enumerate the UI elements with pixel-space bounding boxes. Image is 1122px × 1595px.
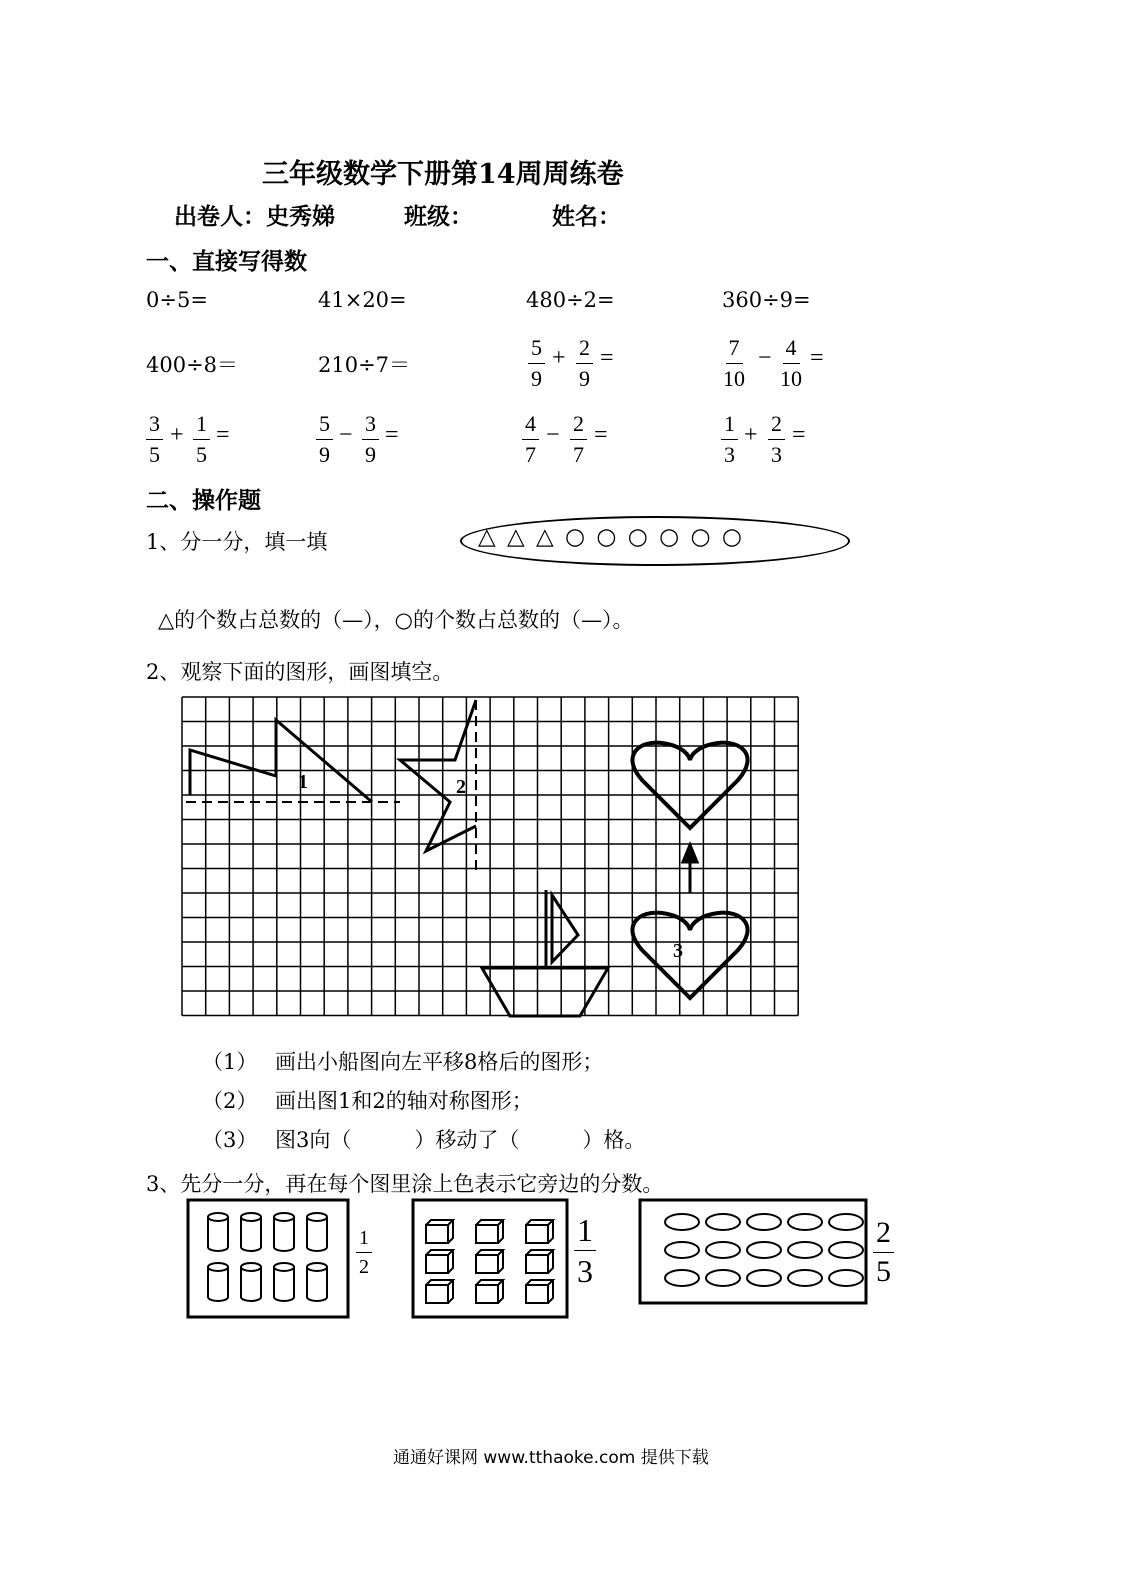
equals-sign: = xyxy=(216,422,230,448)
cylinder-icon xyxy=(208,1217,228,1251)
numerator: 5 xyxy=(528,337,545,364)
q2-label: 2、观察下面的图形，画图填空。 xyxy=(146,660,454,684)
name-label: 姓名： xyxy=(552,203,621,230)
denominator: 9 xyxy=(531,366,542,391)
oval-icon xyxy=(665,1270,699,1286)
shapes-row: △ △ △ ○ ○ ○ ○ ○ ○ xyxy=(478,524,744,550)
calc-item: 400÷8＝ xyxy=(146,353,239,377)
figure-label-2: 2 xyxy=(456,776,466,798)
oval-icon xyxy=(788,1242,822,1258)
cube-icon xyxy=(526,1250,553,1273)
fraction-third xyxy=(574,1214,596,1287)
oval-icon xyxy=(747,1270,781,1286)
oval-icon xyxy=(706,1242,740,1258)
cylinder-icon xyxy=(307,1217,327,1251)
cylinder-icon xyxy=(274,1217,294,1251)
section1-heading: 一、直接写得数 xyxy=(146,248,307,275)
denominator: 3 xyxy=(771,442,782,467)
operator: − xyxy=(339,422,353,448)
denominator: 5 xyxy=(196,442,207,467)
fraction-half xyxy=(356,1228,372,1277)
numerator: 1 xyxy=(193,413,210,440)
oval-icon xyxy=(788,1214,822,1230)
equals-sign: = xyxy=(594,422,608,448)
denominator: 5 xyxy=(149,442,160,467)
figure-label-1: 1 xyxy=(298,771,308,793)
cylinder-icon xyxy=(307,1267,327,1301)
numerator: 3 xyxy=(362,413,379,440)
page-title: 三年级数学下册第14周周练卷 xyxy=(262,159,624,190)
numerator: 7 xyxy=(726,337,743,364)
denominator: 10 xyxy=(723,366,745,391)
q2-item-no: （1） xyxy=(202,1050,258,1074)
oval-icon xyxy=(829,1214,863,1230)
calc-item: 0÷5= xyxy=(146,288,208,312)
cube-box xyxy=(413,1200,567,1317)
equals-sign: = xyxy=(600,345,614,371)
cylinder-top xyxy=(274,1263,294,1271)
cube-icon xyxy=(476,1220,503,1243)
cube-icon xyxy=(426,1250,453,1273)
fraction-two-fifths xyxy=(873,1218,894,1287)
operator: + xyxy=(552,345,566,371)
cylinder-top xyxy=(208,1213,228,1221)
operator: − xyxy=(758,345,772,371)
denominator: 9 xyxy=(319,442,330,467)
q2-item-no: （3） xyxy=(202,1128,258,1152)
numerator: 4 xyxy=(783,337,800,364)
numerator: 1 xyxy=(721,413,738,440)
section2-heading: 二、操作题 xyxy=(146,487,261,514)
cylinder-icon xyxy=(208,1267,228,1301)
numerator: 4 xyxy=(522,413,539,440)
numerator: 1 xyxy=(356,1228,372,1253)
denominator: 3 xyxy=(577,1253,593,1289)
operator: − xyxy=(546,422,560,448)
oval-icon xyxy=(788,1270,822,1286)
denominator: 7 xyxy=(525,442,536,467)
oval-icon xyxy=(829,1242,863,1258)
q1-sentence: △的个数占总数的（—），○的个数占总数的（—）。 xyxy=(158,608,634,632)
cylinder-top xyxy=(274,1213,294,1221)
cube-icon xyxy=(526,1220,553,1243)
cylinder-top xyxy=(307,1263,327,1271)
oval-icon xyxy=(706,1214,740,1230)
calc-item: 360÷9= xyxy=(722,288,811,312)
cube-icon xyxy=(426,1220,453,1243)
oval-icon xyxy=(747,1242,781,1258)
denominator: 9 xyxy=(365,442,376,467)
q3-label: 3、先分一分，再在每个图里涂上色表示它旁边的分数。 xyxy=(146,1172,664,1196)
numerator: 3 xyxy=(146,413,163,440)
numerator: 2 xyxy=(873,1218,894,1253)
denominator: 3 xyxy=(724,442,735,467)
oval-icons xyxy=(665,1214,863,1286)
q1-label: 1、分一分，填一填 xyxy=(146,530,328,554)
numerator: 2 xyxy=(570,413,587,440)
equals-sign: = xyxy=(792,422,806,448)
cube-icon xyxy=(476,1280,503,1303)
class-label: 班级： xyxy=(404,203,473,230)
oval-icon xyxy=(665,1214,699,1230)
cylinder-icon xyxy=(241,1217,261,1251)
oval-icon xyxy=(747,1214,781,1230)
operator: + xyxy=(744,422,758,448)
denominator: 9 xyxy=(579,366,590,391)
denominator: 2 xyxy=(359,1256,369,1278)
numerator: 2 xyxy=(576,337,593,364)
cube-icon xyxy=(526,1280,553,1303)
cube-icon xyxy=(426,1280,453,1303)
figure-label-3: 3 xyxy=(673,940,683,962)
author-label: 出卷人：史秀娣 xyxy=(174,203,335,230)
denominator: 7 xyxy=(573,442,584,467)
numerator: 1 xyxy=(574,1214,596,1251)
cylinder-icon xyxy=(274,1267,294,1301)
cube-icon xyxy=(476,1250,503,1273)
cylinder-top xyxy=(307,1213,327,1221)
cylinder-top xyxy=(241,1213,261,1221)
cylinder-icons xyxy=(208,1213,327,1301)
denominator: 10 xyxy=(780,366,802,391)
cylinder-icon xyxy=(241,1267,261,1301)
cube-icons xyxy=(426,1220,553,1303)
cylinder-top xyxy=(208,1263,228,1271)
q2-item-no: （2） xyxy=(202,1089,258,1113)
q2-item-text: 画出图1和2的轴对称图形； xyxy=(275,1089,533,1113)
q2-item-text: 画出小船图向左平移8格后的图形； xyxy=(275,1050,604,1074)
operator: + xyxy=(170,422,184,448)
calc-item: 210÷7＝ xyxy=(318,353,411,377)
footer: 通通好课网 www.tthaoke.com 提供下载 xyxy=(393,1448,709,1468)
oval-icon xyxy=(665,1242,699,1258)
numerator: 2 xyxy=(768,413,785,440)
oval-icon xyxy=(829,1270,863,1286)
cylinder-top xyxy=(241,1263,261,1271)
q2-item-text: 图3向（ ）移动了（ ）格。 xyxy=(275,1128,646,1152)
calc-item: 41×20= xyxy=(318,288,407,312)
equals-sign: = xyxy=(385,422,399,448)
calc-item: 480÷2= xyxy=(526,288,615,312)
numerator: 5 xyxy=(316,413,333,440)
oval-icon xyxy=(706,1270,740,1286)
denominator: 5 xyxy=(876,1255,891,1288)
equals-sign: = xyxy=(810,345,824,371)
